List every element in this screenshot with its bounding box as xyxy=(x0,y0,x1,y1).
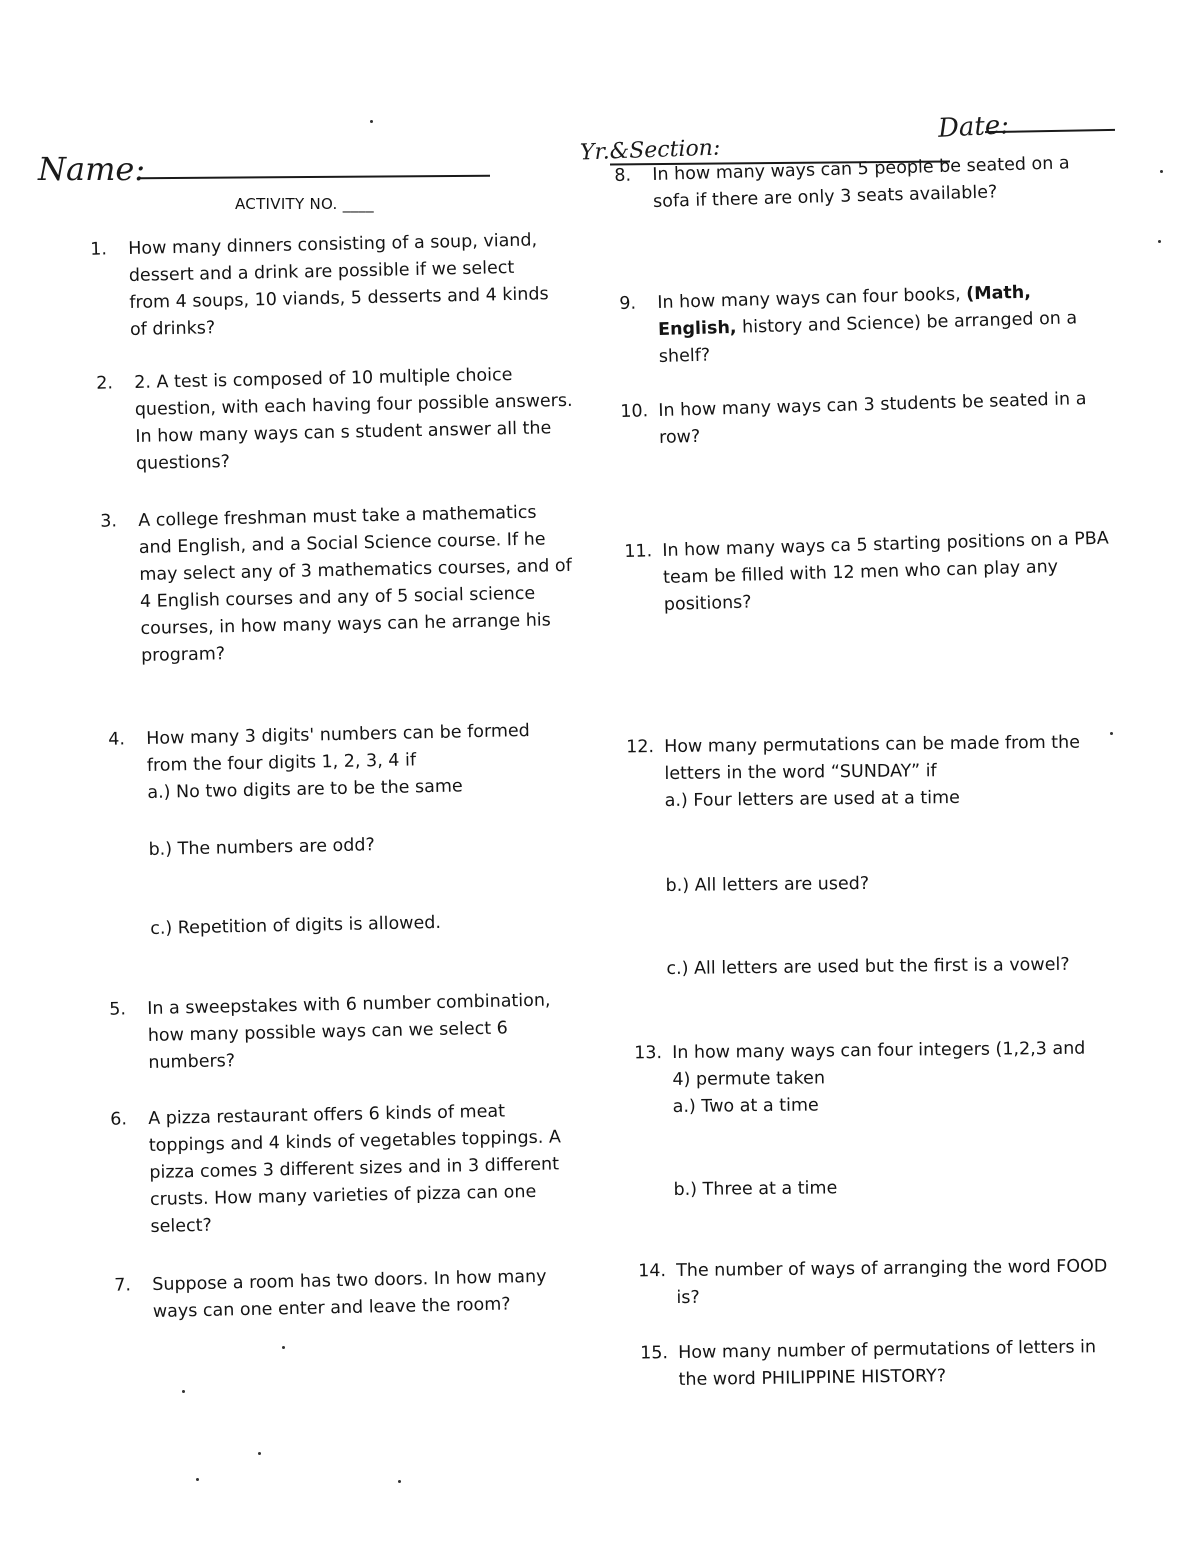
question-12 xyxy=(626,729,1097,982)
question-11 xyxy=(624,525,1114,619)
question-12b: b.) All letters are used? xyxy=(665,873,870,896)
question-2 xyxy=(96,361,581,478)
question-text: The number of ways of arranging the word FOOD is? xyxy=(676,1256,1108,1308)
date-label: Date: xyxy=(937,110,1010,144)
name-line xyxy=(140,175,490,179)
question-text: How many dinners consisting of a soup, viand, dessert and a drink are possible if we select from 4 soups, 10 viands, 5 desserts and 4 kinds of drinks? xyxy=(128,230,549,340)
question-3 xyxy=(100,499,576,670)
question-14 xyxy=(638,1253,1137,1312)
question-9 xyxy=(619,278,1104,371)
scan-speck xyxy=(370,120,373,123)
question-number: 11. xyxy=(624,541,653,563)
question-text: How many permutations can be made from the letters in the word “SUNDAY” if xyxy=(664,732,1081,784)
question-15 xyxy=(640,1334,1129,1394)
question-10 xyxy=(620,386,1099,452)
question-text: A college freshman must take a mathematics and English, and a Social Science course. If he may select any of 3 mathematics courses, and of 4 English courses and any of 5 social science courses, in how many ways can he arrange his program? xyxy=(138,502,573,666)
question-text: A pizza restaurant offers 6 kinds of meat toppings and 4 kinds of vegetables toppings. A pizza comes 3 different sizes and in 3 different crusts. How many varieties of pizza can one select? xyxy=(148,1101,562,1237)
yr-section-label: Yr.&Section: xyxy=(579,135,721,166)
question-6 xyxy=(110,1097,581,1241)
question-5 xyxy=(109,987,579,1077)
question-13a: a.) Two at a time xyxy=(672,1095,819,1117)
question-number: 3. xyxy=(100,511,118,532)
question-number: 4. xyxy=(108,729,126,750)
question-text: 2. A test is composed of 10 multiple choice question, with each having four possible answers. In how many ways can s student answer all the questions? xyxy=(134,365,573,474)
question-number: 2. xyxy=(96,373,114,394)
scan-speck xyxy=(398,1480,401,1483)
question-text: Suppose a room has two doors. In how many ways can one enter and leave the room? xyxy=(152,1266,547,1322)
question-text-part: In how many ways can four books, xyxy=(657,284,967,313)
question-1 xyxy=(90,227,560,344)
question-text: In how many ways ca 5 starting positions on a PBA team be filled with 12 men who can play any positions? xyxy=(662,528,1109,615)
question-number: 6. xyxy=(110,1109,128,1130)
question-text: In a sweepstakes with 6 number combination, how many possible ways can we select 6 numbers? xyxy=(147,990,551,1073)
scan-speck xyxy=(1160,170,1163,173)
question-4b: b.) The numbers are odd? xyxy=(148,835,375,860)
question-number: 12. xyxy=(626,737,655,758)
scan-speck xyxy=(258,1452,261,1455)
question-text: How many number of permutations of letters in the word PHILIPPINE HISTORY? xyxy=(678,1337,1097,1390)
scan-speck xyxy=(1158,240,1161,243)
question-text: In how many ways can four integers (1,2,3 and 4) permute taken xyxy=(672,1038,1086,1090)
question-12c: c.) All letters are used but the first is a vowel? xyxy=(666,954,1070,979)
question-4c: c.) Repetition of digits is allowed. xyxy=(150,912,442,939)
question-12a: a.) Four letters are used at a time xyxy=(664,787,960,811)
question-number: 9. xyxy=(619,293,637,315)
question-number: 5. xyxy=(109,999,127,1020)
scan-speck xyxy=(1110,732,1113,735)
question-text-part: history and Science) be arranged on a shelf? xyxy=(658,308,1078,367)
scan-speck xyxy=(182,1390,185,1393)
question-text-bold: (Math, English, xyxy=(657,282,1032,340)
question-number: 14. xyxy=(638,1261,667,1282)
question-text: In how many ways can 5 people be seated on a sofa if there are only 3 seats available? xyxy=(652,153,1070,212)
question-number: 13. xyxy=(634,1043,663,1064)
question-13b: b.) Three at a time xyxy=(673,1178,838,1200)
question-number: 8. xyxy=(614,165,632,187)
question-4a: a.) No two digits are to be the same xyxy=(147,776,463,803)
question-text: How many 3 digits' numbers can be formed from the four digits 1, 2, 3, 4 if xyxy=(146,720,531,776)
name-label: Name: xyxy=(38,150,146,188)
question-4 xyxy=(108,717,570,943)
question-8 xyxy=(614,149,1108,216)
question-number: 15. xyxy=(640,1343,669,1364)
question-13 xyxy=(634,1035,1104,1203)
scan-speck xyxy=(196,1478,199,1481)
scan-speck xyxy=(282,1346,285,1349)
question-text: In how many ways can 3 students be seated in a row? xyxy=(658,389,1087,448)
question-number: 7. xyxy=(114,1275,132,1296)
activity-title: ACTIVITY NO. ____ xyxy=(235,195,374,213)
question-number: 1. xyxy=(90,239,108,260)
question-7 xyxy=(114,1263,583,1326)
question-number: 10. xyxy=(620,401,649,423)
question-text xyxy=(657,278,1104,371)
